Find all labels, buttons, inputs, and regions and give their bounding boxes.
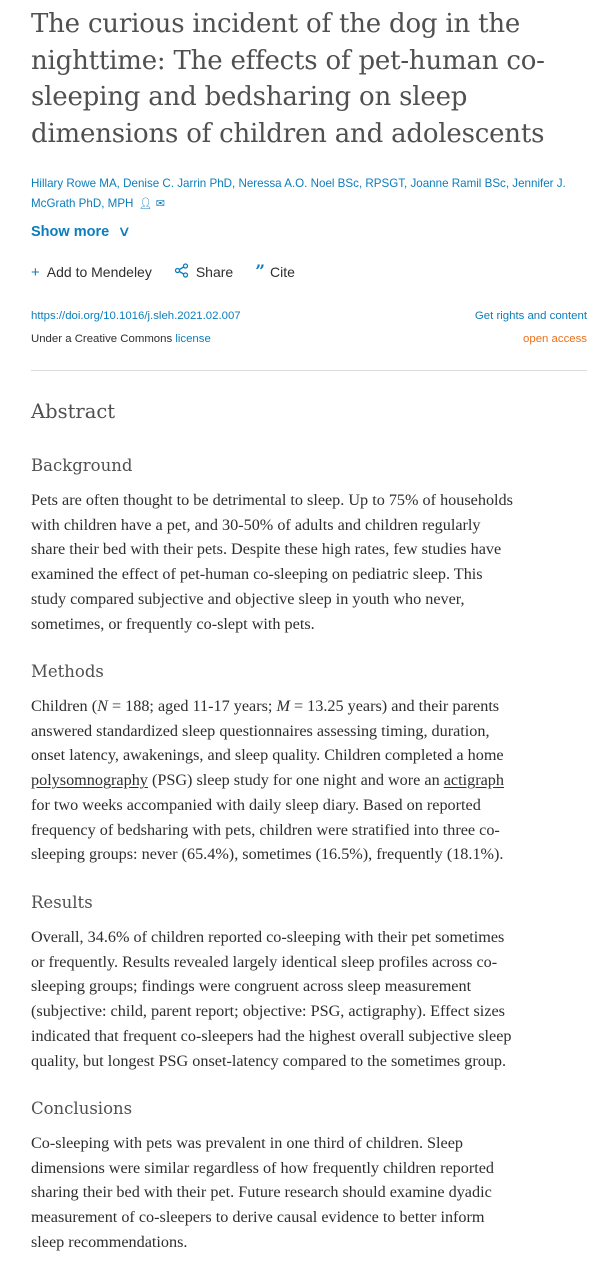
cite-label: Cite xyxy=(269,264,295,280)
text-line: sharing their bed with their pet. Future research should examine dyadic xyxy=(31,1183,492,1202)
text-line: study compared subjective and objective sleep in youth who never, xyxy=(31,589,465,608)
polysomnography-link[interactable]: polysomnography xyxy=(31,771,148,790)
show-more-label: Show more xyxy=(31,224,110,240)
author-links-line1[interactable]: Hillary Rowe MA, Denise C. Jarrin PhD, Neressa A.O. Noel BSc, RPSGT, Joanne Ramil BSc, Jennifer J. xyxy=(31,177,566,190)
open-access-badge: open access xyxy=(523,333,587,345)
doi-link[interactable]: https://doi.org/10.1016/j.sleh.2021.02.007 xyxy=(31,310,241,322)
conclusions-paragraph xyxy=(31,1131,591,1255)
add-to-mendeley-button[interactable] xyxy=(31,264,152,281)
envelope-icon[interactable]: ✉︎ xyxy=(155,197,165,210)
background-heading: Background xyxy=(31,456,133,475)
title-line: The curious incident of the dog in the xyxy=(31,9,521,39)
get-rights-link[interactable]: Get rights and content xyxy=(474,310,587,322)
text-line: Overall, 34.6% of children reported co-sleeping with their pet sometimes xyxy=(31,928,505,946)
author-list xyxy=(31,174,591,214)
text-line: (subjective: child, parent report; objective: PSG, actigraphy). Effect sizes xyxy=(31,1002,505,1021)
text-line: for two weeks accompanied with daily sleep diary. Based on reported xyxy=(31,795,481,814)
actigraph-link[interactable]: actigraph xyxy=(443,771,504,790)
license-text: Under a Creative Commons xyxy=(31,333,173,345)
share-label: Share xyxy=(195,264,234,280)
quote-icon: ” xyxy=(255,262,263,282)
plus-icon: + xyxy=(31,263,40,281)
text-line: frequency of bedsharing with pets, children were stratified into three co- xyxy=(31,820,500,839)
author-links-line2[interactable]: McGrath PhD, MPH xyxy=(31,196,134,210)
article-toolbar xyxy=(31,262,317,282)
text-line: onset latency, awakenings, and sleep quality. Children completed a home xyxy=(31,746,504,765)
italic-symbol: M xyxy=(276,697,290,715)
text-line: dimensions were similar regardless of how frequently children reported xyxy=(31,1158,494,1177)
text-line: or frequently. Results revealed largely identical sleep profiles across co- xyxy=(31,952,498,971)
title-line: nighttime: The effects of pet-human co- xyxy=(31,45,545,76)
text-fragment: = 13.25 years) and their parents xyxy=(289,697,500,715)
divider xyxy=(31,370,587,371)
text-fragment: Children ( xyxy=(31,697,98,715)
text-line: examined the effect of pet-human co-sleeping on pediatric sleep. This xyxy=(31,565,483,584)
share-icon xyxy=(174,263,189,282)
background-paragraph xyxy=(31,488,591,636)
italic-symbol: N xyxy=(97,697,108,715)
text-line: share their bed with their pets. Despite these high rates, few studies have xyxy=(31,540,502,559)
title-line: dimensions of children and adolescents xyxy=(31,118,545,149)
text-line: with children have a pet, and 30-50% of adults and children regularly xyxy=(31,515,481,534)
text-fragment: = 188; aged 11-17 years; xyxy=(107,697,277,715)
conclusions-heading: Conclusions xyxy=(31,1099,133,1118)
license-link[interactable]: license xyxy=(175,333,211,345)
text-line: indicated that frequent co-sleepers had the highest overall subjective sleep xyxy=(31,1026,512,1045)
methods-paragraph xyxy=(31,694,591,867)
text-line: sleeping groups: never (65.4%), sometimes (16.5%), frequently (18.1%). xyxy=(31,845,504,864)
abstract-heading: Abstract xyxy=(31,400,116,423)
text-fragment: (PSG) sleep study for one night and wore an xyxy=(147,771,444,790)
text-line: Pets are often thought to be detrimental to sleep. Up to 75% of households xyxy=(31,491,513,509)
text-line: sometimes, or frequently co-slept with pets. xyxy=(31,614,315,633)
text-line: answered standardized sleep questionnaires assessing timing, duration, xyxy=(31,721,490,740)
methods-heading: Methods xyxy=(31,662,104,681)
text-line: sleeping groups; findings were congruent across sleep measurement xyxy=(31,977,472,996)
title-line: sleeping and bedsharing on sleep xyxy=(31,82,468,112)
text-line: quality, but longest PSG onset-latency compared to the sometimes group. xyxy=(31,1051,507,1070)
cite-button[interactable] xyxy=(255,262,295,282)
mendeley-label: Add to Mendeley xyxy=(46,264,152,280)
chevron-down-icon: ∨ xyxy=(117,224,132,240)
results-paragraph xyxy=(31,925,591,1073)
text-line: measurement of co-sleepers to derive causal evidence to better inform xyxy=(31,1208,485,1227)
license-row xyxy=(31,333,587,345)
text-line: Co-sleeping with pets was prevalent in one third of children. Sleep xyxy=(31,1134,464,1152)
share-button[interactable] xyxy=(174,263,233,282)
results-heading: Results xyxy=(31,893,93,912)
person-icon[interactable]: 👤︎ xyxy=(138,197,153,210)
text-line: sleep recommendations. xyxy=(31,1232,188,1251)
show-more-button[interactable] xyxy=(31,224,130,240)
article-title xyxy=(31,6,586,152)
